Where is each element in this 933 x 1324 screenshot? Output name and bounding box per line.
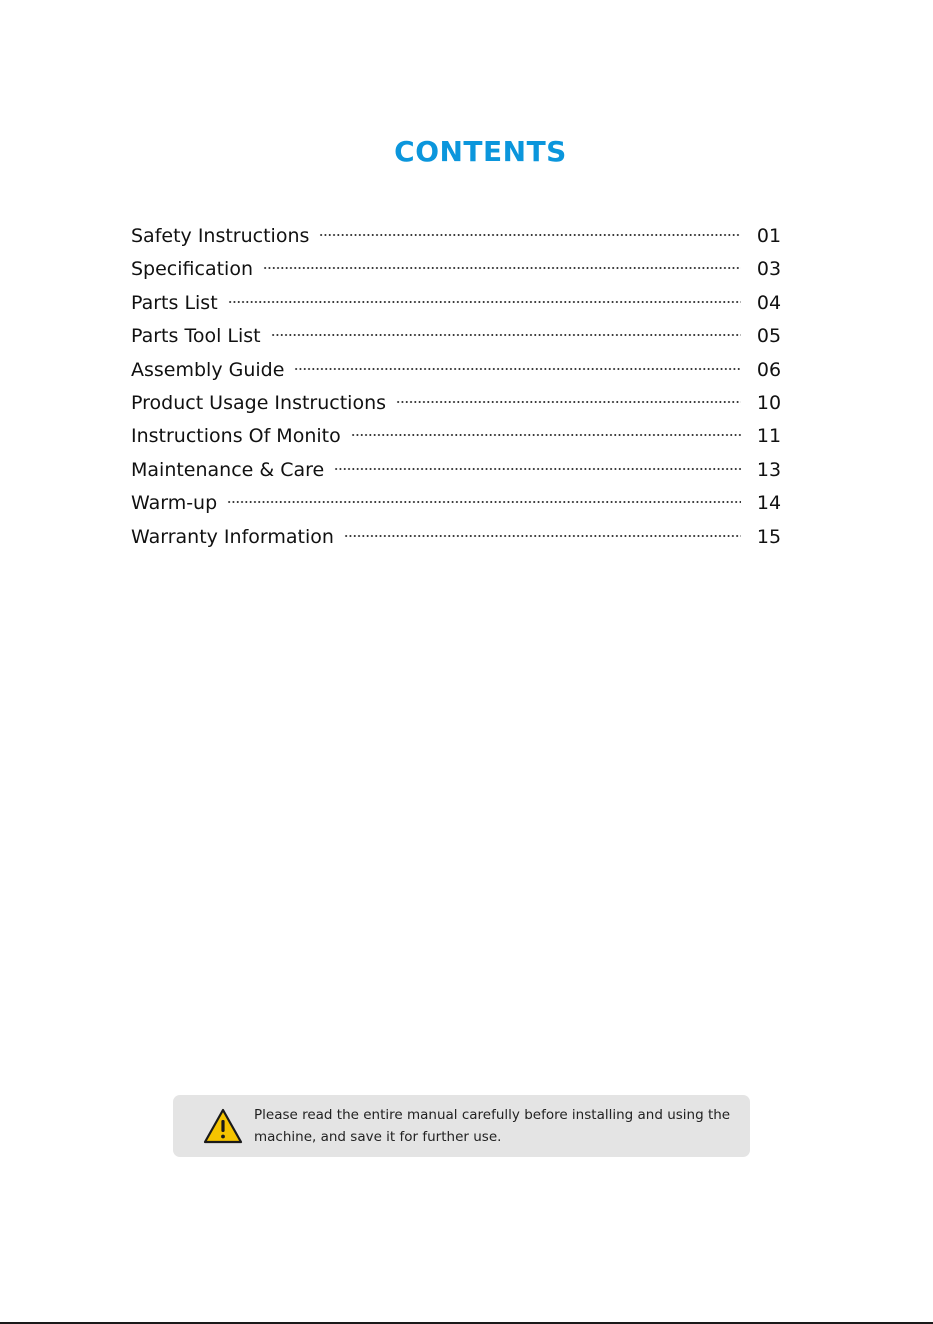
notice-box bbox=[173, 1095, 750, 1157]
dot-leader bbox=[396, 401, 741, 403]
toc-entry-product-usage-instructions[interactable] bbox=[131, 387, 787, 420]
toc-entry-page-number: 11 bbox=[756, 425, 782, 448]
toc-entry-label: Instructions Of Monito bbox=[131, 425, 341, 448]
toc-entry-label: Maintenance & Care bbox=[131, 458, 325, 481]
toc-entry-maintenance-care[interactable] bbox=[131, 454, 787, 487]
toc-entry-page-number: 04 bbox=[756, 291, 782, 314]
page-title: CONTENTS bbox=[394, 135, 567, 168]
toc-entry-label: Specification bbox=[131, 258, 253, 281]
dot-leader bbox=[294, 368, 741, 370]
toc-entry-page-number: 01 bbox=[756, 225, 782, 247]
toc-entry-label: Assembly Guide bbox=[131, 358, 285, 381]
toc-entry-page-number: 15 bbox=[756, 525, 782, 548]
notice-text: Please read the entire manual carefully before installing and using the machine, and save it for further use. bbox=[254, 1107, 731, 1145]
toc-entry-specification[interactable] bbox=[131, 253, 787, 286]
toc-entry-safety-instructions[interactable] bbox=[131, 220, 787, 253]
toc-entry-page-number: 03 bbox=[756, 258, 782, 281]
toc-entry-parts-tool-list[interactable] bbox=[131, 320, 787, 353]
toc-entry-label: Safety Instructions bbox=[131, 225, 310, 247]
toc-entry-assembly-guide[interactable] bbox=[131, 354, 787, 387]
toc-entry-page-number: 06 bbox=[756, 358, 782, 381]
toc-entry-page-number: 14 bbox=[756, 492, 782, 515]
dot-leader bbox=[263, 267, 741, 269]
toc-entry-page-number: 13 bbox=[756, 458, 782, 481]
toc-entry-page-number: 10 bbox=[756, 391, 782, 414]
dot-leader bbox=[271, 334, 741, 336]
dot-leader bbox=[351, 434, 741, 436]
warning-icon bbox=[203, 1108, 243, 1144]
dot-leader bbox=[344, 535, 741, 537]
toc-entry-label: Product Usage Instructions bbox=[131, 391, 387, 414]
dot-leader bbox=[319, 234, 741, 236]
table-of-contents bbox=[131, 220, 787, 554]
toc-entry-instructions-of-monito[interactable] bbox=[131, 420, 787, 453]
dot-leader bbox=[227, 501, 741, 503]
toc-entry-label: Parts Tool List bbox=[131, 325, 261, 348]
toc-entry-warm-up[interactable] bbox=[131, 487, 787, 520]
toc-entry-label: Warranty Information bbox=[131, 525, 334, 548]
dot-leader bbox=[228, 301, 741, 303]
toc-entry-parts-list[interactable] bbox=[131, 287, 787, 320]
toc-entry-page-number: 05 bbox=[756, 325, 782, 348]
toc-entry-label: Warm-up bbox=[131, 492, 218, 515]
dot-leader bbox=[334, 468, 741, 470]
toc-entry-label: Parts List bbox=[131, 291, 218, 314]
toc-entry-warranty-information[interactable] bbox=[131, 521, 787, 554]
